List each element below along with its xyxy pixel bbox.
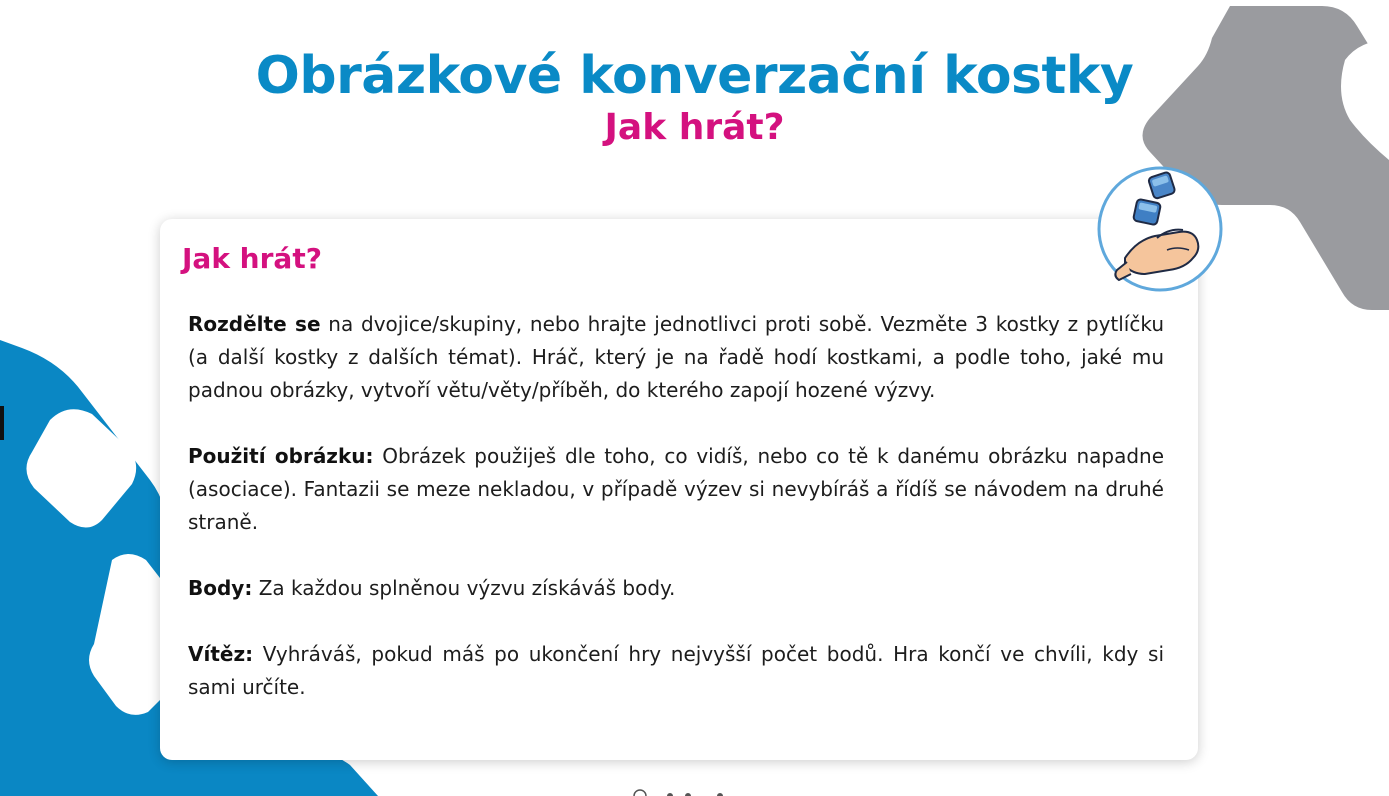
card-body [188, 308, 1164, 704]
rule-paragraph-image-usage [188, 440, 1164, 539]
rule-text: Vyhráváš, pokud máš po ukončení hry nejvyšší počet bodů. Hra končí ve chvíli, kdy si sami určíte. [188, 642, 1164, 699]
page-title: Obrázkové konverzační kostky [255, 46, 1134, 106]
footer-logo-fragment [630, 786, 750, 796]
card-heading: Jak hrát? [182, 242, 322, 275]
rule-paragraph-points [188, 572, 1164, 605]
title-block [0, 44, 1389, 148]
rule-label: Body: [188, 576, 253, 600]
instructions-card [160, 219, 1198, 760]
rule-text: Obrázek použiješ dle toho, co vidíš, nebo co tě k danému obrázku napadne (asociace). Fantazii se meze nekladou, v případě výzev si nevybíráš a řídíš se návodem na druhé straně. [188, 444, 1164, 534]
rule-paragraph-split [188, 308, 1164, 407]
rule-text: Za každou splněnou výzvu získáváš body. [252, 576, 676, 600]
rule-text: na dvojice/skupiny, nebo hrajte jednotlivci proti sobě. Vezměte 3 kostky z pytlíčku (a další kostky z dalších témat). Hráč, který je na řadě hodí kostkami, a podle toho, jaké mu padnou obrázky, vytvoří větu/věty/příběh, do kterého zapojí hozené výzvy. [188, 312, 1164, 402]
rule-label: Vítěz: [188, 642, 254, 666]
rule-label: Použití obrázku: [188, 444, 374, 468]
page-subtitle: Jak hrát? [604, 107, 785, 148]
rule-paragraph-winner [188, 638, 1164, 704]
hand-throwing-dice-icon [1097, 166, 1223, 292]
rule-label: Rozdělte se [188, 312, 321, 336]
